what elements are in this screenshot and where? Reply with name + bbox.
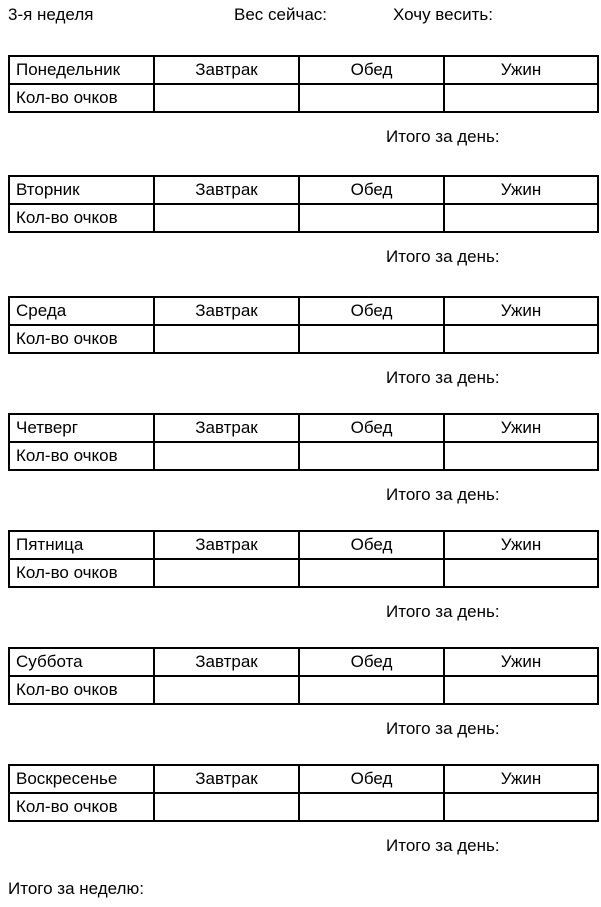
breakfast-points-cell[interactable] [154, 204, 299, 232]
day-header-row [9, 765, 598, 793]
dinner-header: Ужин [444, 176, 598, 204]
dinner-header: Ужин [444, 297, 598, 325]
breakfast-header: Завтрак [154, 297, 299, 325]
week-label: 3-я неделя [8, 5, 94, 24]
dinner-points-cell[interactable] [444, 325, 598, 353]
week-total-label: Итого за неделю: [8, 879, 144, 898]
breakfast-points-cell[interactable] [154, 442, 299, 470]
day-total-label: Итого за день: [386, 485, 500, 504]
day-name: Среда [9, 297, 154, 325]
day-block [8, 175, 597, 266]
points-row [9, 442, 598, 470]
day-header-row [9, 531, 598, 559]
day-total-label: Итого за день: [386, 247, 500, 266]
day-total-label: Итого за день: [386, 719, 500, 738]
lunch-header: Обед [299, 176, 444, 204]
day-name: Понедельник [9, 56, 154, 84]
points-label: Кол-во очков [9, 442, 154, 470]
day-total-label: Итого за день: [386, 602, 500, 621]
lunch-header: Обед [299, 648, 444, 676]
day-name: Воскресенье [9, 765, 154, 793]
dinner-points-cell[interactable] [444, 676, 598, 704]
breakfast-points-cell[interactable] [154, 793, 299, 821]
dinner-header: Ужин [444, 765, 598, 793]
day-name: Пятница [9, 531, 154, 559]
breakfast-points-cell[interactable] [154, 559, 299, 587]
day-block [8, 413, 597, 504]
day-table [8, 175, 599, 233]
lunch-header: Обед [299, 297, 444, 325]
dinner-header: Ужин [444, 648, 598, 676]
lunch-points-cell[interactable] [299, 442, 444, 470]
points-label: Кол-во очков [9, 204, 154, 232]
dinner-points-cell[interactable] [444, 559, 598, 587]
day-header-row [9, 56, 598, 84]
points-label: Кол-во очков [9, 676, 154, 704]
weight-now-label: Вес сейчас: [234, 5, 328, 24]
weight-goal-label: Хочу весить: [393, 5, 493, 24]
lunch-points-cell[interactable] [299, 793, 444, 821]
day-total-label: Итого за день: [386, 368, 500, 387]
day-table [8, 296, 599, 354]
day-total-label: Итого за день: [386, 127, 500, 146]
day-name: Четверг [9, 414, 154, 442]
points-row [9, 204, 598, 232]
points-row [9, 676, 598, 704]
day-block [8, 647, 597, 738]
day-name: Вторник [9, 176, 154, 204]
lunch-points-cell[interactable] [299, 559, 444, 587]
dinner-points-cell[interactable] [444, 204, 598, 232]
breakfast-header: Завтрак [154, 765, 299, 793]
day-table [8, 764, 599, 822]
points-row [9, 84, 598, 112]
day-block [8, 55, 597, 146]
dinner-points-cell[interactable] [444, 793, 598, 821]
lunch-header: Обед [299, 531, 444, 559]
day-table [8, 530, 599, 588]
dinner-points-cell[interactable] [444, 84, 598, 112]
lunch-header: Обед [299, 765, 444, 793]
day-table [8, 647, 599, 705]
dinner-points-cell[interactable] [444, 442, 598, 470]
day-header-row [9, 297, 598, 325]
day-block [8, 530, 597, 621]
dinner-header: Ужин [444, 56, 598, 84]
day-header-row [9, 648, 598, 676]
breakfast-points-cell[interactable] [154, 325, 299, 353]
points-row [9, 325, 598, 353]
points-row [9, 559, 598, 587]
breakfast-header: Завтрак [154, 176, 299, 204]
day-table [8, 55, 599, 113]
breakfast-header: Завтрак [154, 648, 299, 676]
dinner-header: Ужин [444, 531, 598, 559]
day-total-label: Итого за день: [386, 836, 500, 855]
points-label: Кол-во очков [9, 793, 154, 821]
lunch-points-cell[interactable] [299, 676, 444, 704]
day-block [8, 764, 597, 855]
points-row [9, 793, 598, 821]
points-label: Кол-во очков [9, 325, 154, 353]
points-label: Кол-во очков [9, 559, 154, 587]
breakfast-points-cell[interactable] [154, 676, 299, 704]
lunch-header: Обед [299, 56, 444, 84]
points-label: Кол-во очков [9, 84, 154, 112]
lunch-header: Обед [299, 414, 444, 442]
day-name: Суббота [9, 648, 154, 676]
lunch-points-cell[interactable] [299, 325, 444, 353]
breakfast-header: Завтрак [154, 414, 299, 442]
day-block [8, 296, 597, 387]
day-header-row [9, 176, 598, 204]
lunch-points-cell[interactable] [299, 84, 444, 112]
day-table [8, 413, 599, 471]
dinner-header: Ужин [444, 414, 598, 442]
lunch-points-cell[interactable] [299, 204, 444, 232]
day-header-row [9, 414, 598, 442]
breakfast-points-cell[interactable] [154, 84, 299, 112]
breakfast-header: Завтрак [154, 56, 299, 84]
breakfast-header: Завтрак [154, 531, 299, 559]
